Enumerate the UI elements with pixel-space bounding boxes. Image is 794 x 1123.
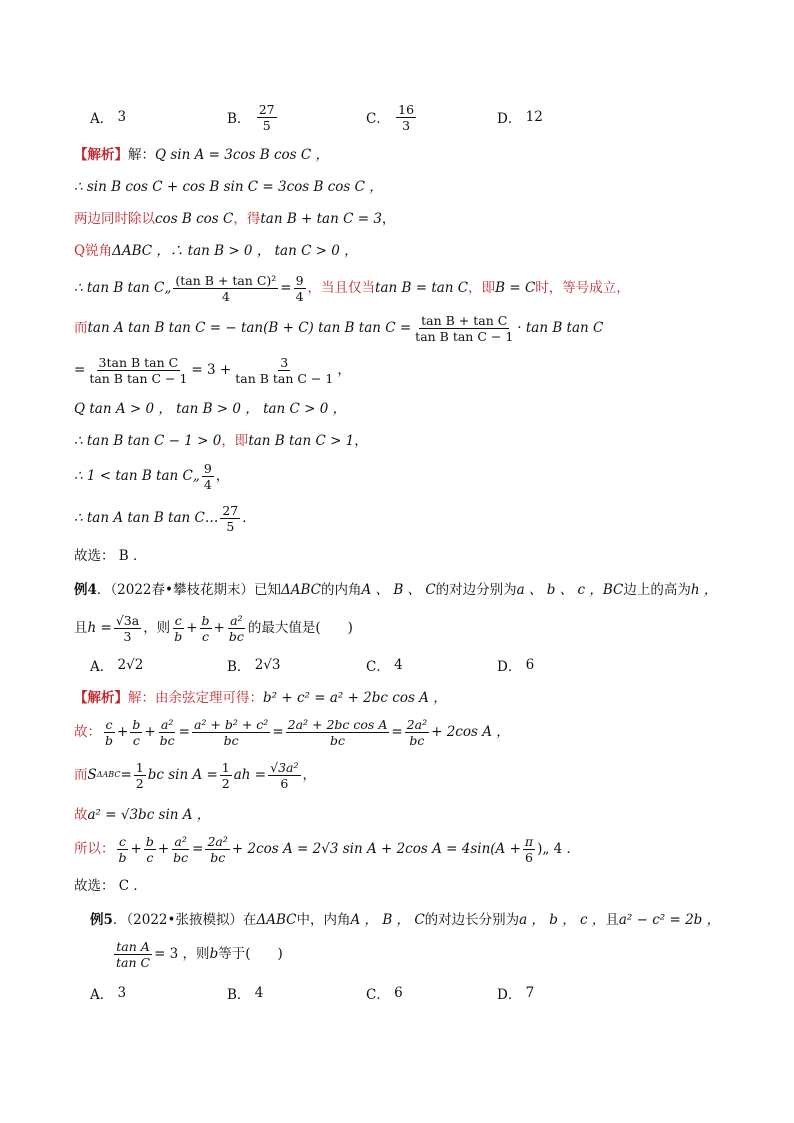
sol3-line-3: 两边同时除以cos B cos C，得tan B + tan C = 3， bbox=[74, 211, 396, 227]
sol3-answer: 故选： B ． bbox=[74, 548, 147, 564]
sol4-line-1: 【解析】解：由余弦定理可得：b² + c² = a² + 2bc cos A ， bbox=[74, 690, 447, 706]
analysis-tag: 【解析】 bbox=[74, 690, 128, 706]
sol4-answer: 故选： C ． bbox=[74, 878, 147, 894]
ex4-line-1: 例4．（2022春•攀枝花期末）已知ΔABC的内角A 、 B 、 C的对边分别为a 、 b 、 c ，BC边上的高为h ， bbox=[74, 582, 718, 598]
ex4-line-2: 且 h = $\frac{√3a}{3}$ ，则 $\frac{c}{b}$ + $\frac{b}{c}$ + $\frac{\text{a²}}{bc}$ 的最大值是( ) bbox=[74, 612, 353, 644]
example-label: 例5 bbox=[90, 912, 113, 928]
sol3-line-1: 【解析】解：Q sin A = 3cos B cos C ， bbox=[74, 147, 329, 163]
fraction: $\frac{16}{3}$ bbox=[398, 101, 415, 133]
q3-option-a[interactable]: A． 3 bbox=[90, 109, 127, 127]
sol3-line-5: ∴ tan B tan C„ $\frac{\text{(tan B + tan C)²}}{4}$ = $\frac{9}{4}$ ，当且仅当 tan B = tan C ，即 B = C 时，等号成立， bbox=[74, 272, 630, 304]
fraction: $\frac{27}{5}$ bbox=[258, 101, 275, 133]
ex4-option-b[interactable]: B． 2√3 bbox=[227, 657, 281, 675]
sol3-line-11: ∴ tan A tan B tan C… $\frac{27}{5}$ ． bbox=[74, 502, 256, 534]
ex4-option-a[interactable]: A． 2√2 bbox=[90, 657, 144, 675]
ex4-options bbox=[90, 645, 650, 685]
ex4-option-c[interactable]: C． 4 bbox=[366, 657, 403, 675]
q3-option-d[interactable]: D． 12 bbox=[497, 109, 543, 127]
sol3-line-6: 而 tan A tan B tan C = − tan(B + C) tan B tan C = $\frac{\text{tan B + tan C}}{\text{tan B tan C − 1}}$ · tan B tan C bbox=[74, 312, 604, 344]
q3-options bbox=[90, 97, 650, 137]
q3-option-c[interactable]: C． $\frac{16}{3}$ bbox=[366, 101, 415, 133]
sol3-line-2: ∴ sin B cos C + cos B sin C = 3cos B cos C ， bbox=[74, 179, 383, 195]
ex5-options bbox=[90, 973, 650, 1013]
example-label: 例4 bbox=[74, 582, 97, 598]
ex5-line-1: 例5．（2022•张掖模拟）在ΔABC中，内角A ， B ， C的对边长分别为a ， b ， c ，且a² − c² = 2b ， bbox=[90, 912, 721, 928]
ex4-option-d[interactable]: D． 6 bbox=[497, 657, 535, 675]
ex5-option-d[interactable]: D． 7 bbox=[497, 985, 535, 1003]
sol3-line-4: Q锐角ΔABC ，∴ tan B > 0 ， tan C > 0 ， bbox=[74, 243, 358, 259]
sol4-line-4: 故a² = √3bc sin A ， bbox=[74, 807, 211, 823]
sol4-line-2: 故： $\frac{c}{b}$ + $\frac{b}{c}$ + $\frac{\text{a²}}{bc}$ = $\frac{\text{a² + b² + c²}}{bc}$ = $\frac{\text{2a² + 2bc cos A}}{bc}$ = $\frac{\text{2a²}}{bc}$ + 2cos A ， bbox=[74, 716, 510, 748]
ex5-option-c[interactable]: C． 6 bbox=[366, 985, 403, 1003]
q3-option-b[interactable]: B． $\frac{27}{5}$ bbox=[227, 101, 275, 133]
ex5-option-b[interactable]: B． 4 bbox=[227, 985, 264, 1003]
analysis-tag: 【解析】 bbox=[74, 147, 128, 163]
sol4-line-3: 而 S ΔABC = $\frac{1}{2}$ bc sin A = $\frac{1}{2}$ ah = $\frac{\text{√3a²}}{6}$ ， bbox=[74, 759, 316, 791]
sol3-line-10: ∴ 1 < tan B tan C„ $\frac{9}{4}$ ， bbox=[74, 460, 230, 492]
ex5-option-a[interactable]: A． 3 bbox=[90, 985, 127, 1003]
sol3-line-8: Q tan A > 0 ， tan B > 0 ， tan C > 0 ， bbox=[74, 401, 347, 417]
sol3-line-9: ∴ tan B tan C − 1 > 0，即tan B tan C > 1， bbox=[74, 433, 368, 449]
ex5-line-2: $\frac{\text{tan A}}{\text{tan C}}$ = 3 ，则 b 等于( ) bbox=[116, 938, 283, 970]
sol4-line-5: 所以： $\frac{c}{b}$ + $\frac{b}{c}$ + $\frac{\text{a²}}{bc}$ = $\frac{\text{2a²}}{bc}$ + 2cos A = 2√3 sin A + 2cos A = 4sin(A + $\frac{\pi}{6}$ )„ 4 ． bbox=[74, 833, 581, 865]
sol3-line-7: = $\frac{\text{3tan B tan C}}{\text{tan B tan C − 1}}$ = 3 + $\frac{3}{\text{tan B tan C − 1}}$ ， bbox=[74, 354, 351, 386]
